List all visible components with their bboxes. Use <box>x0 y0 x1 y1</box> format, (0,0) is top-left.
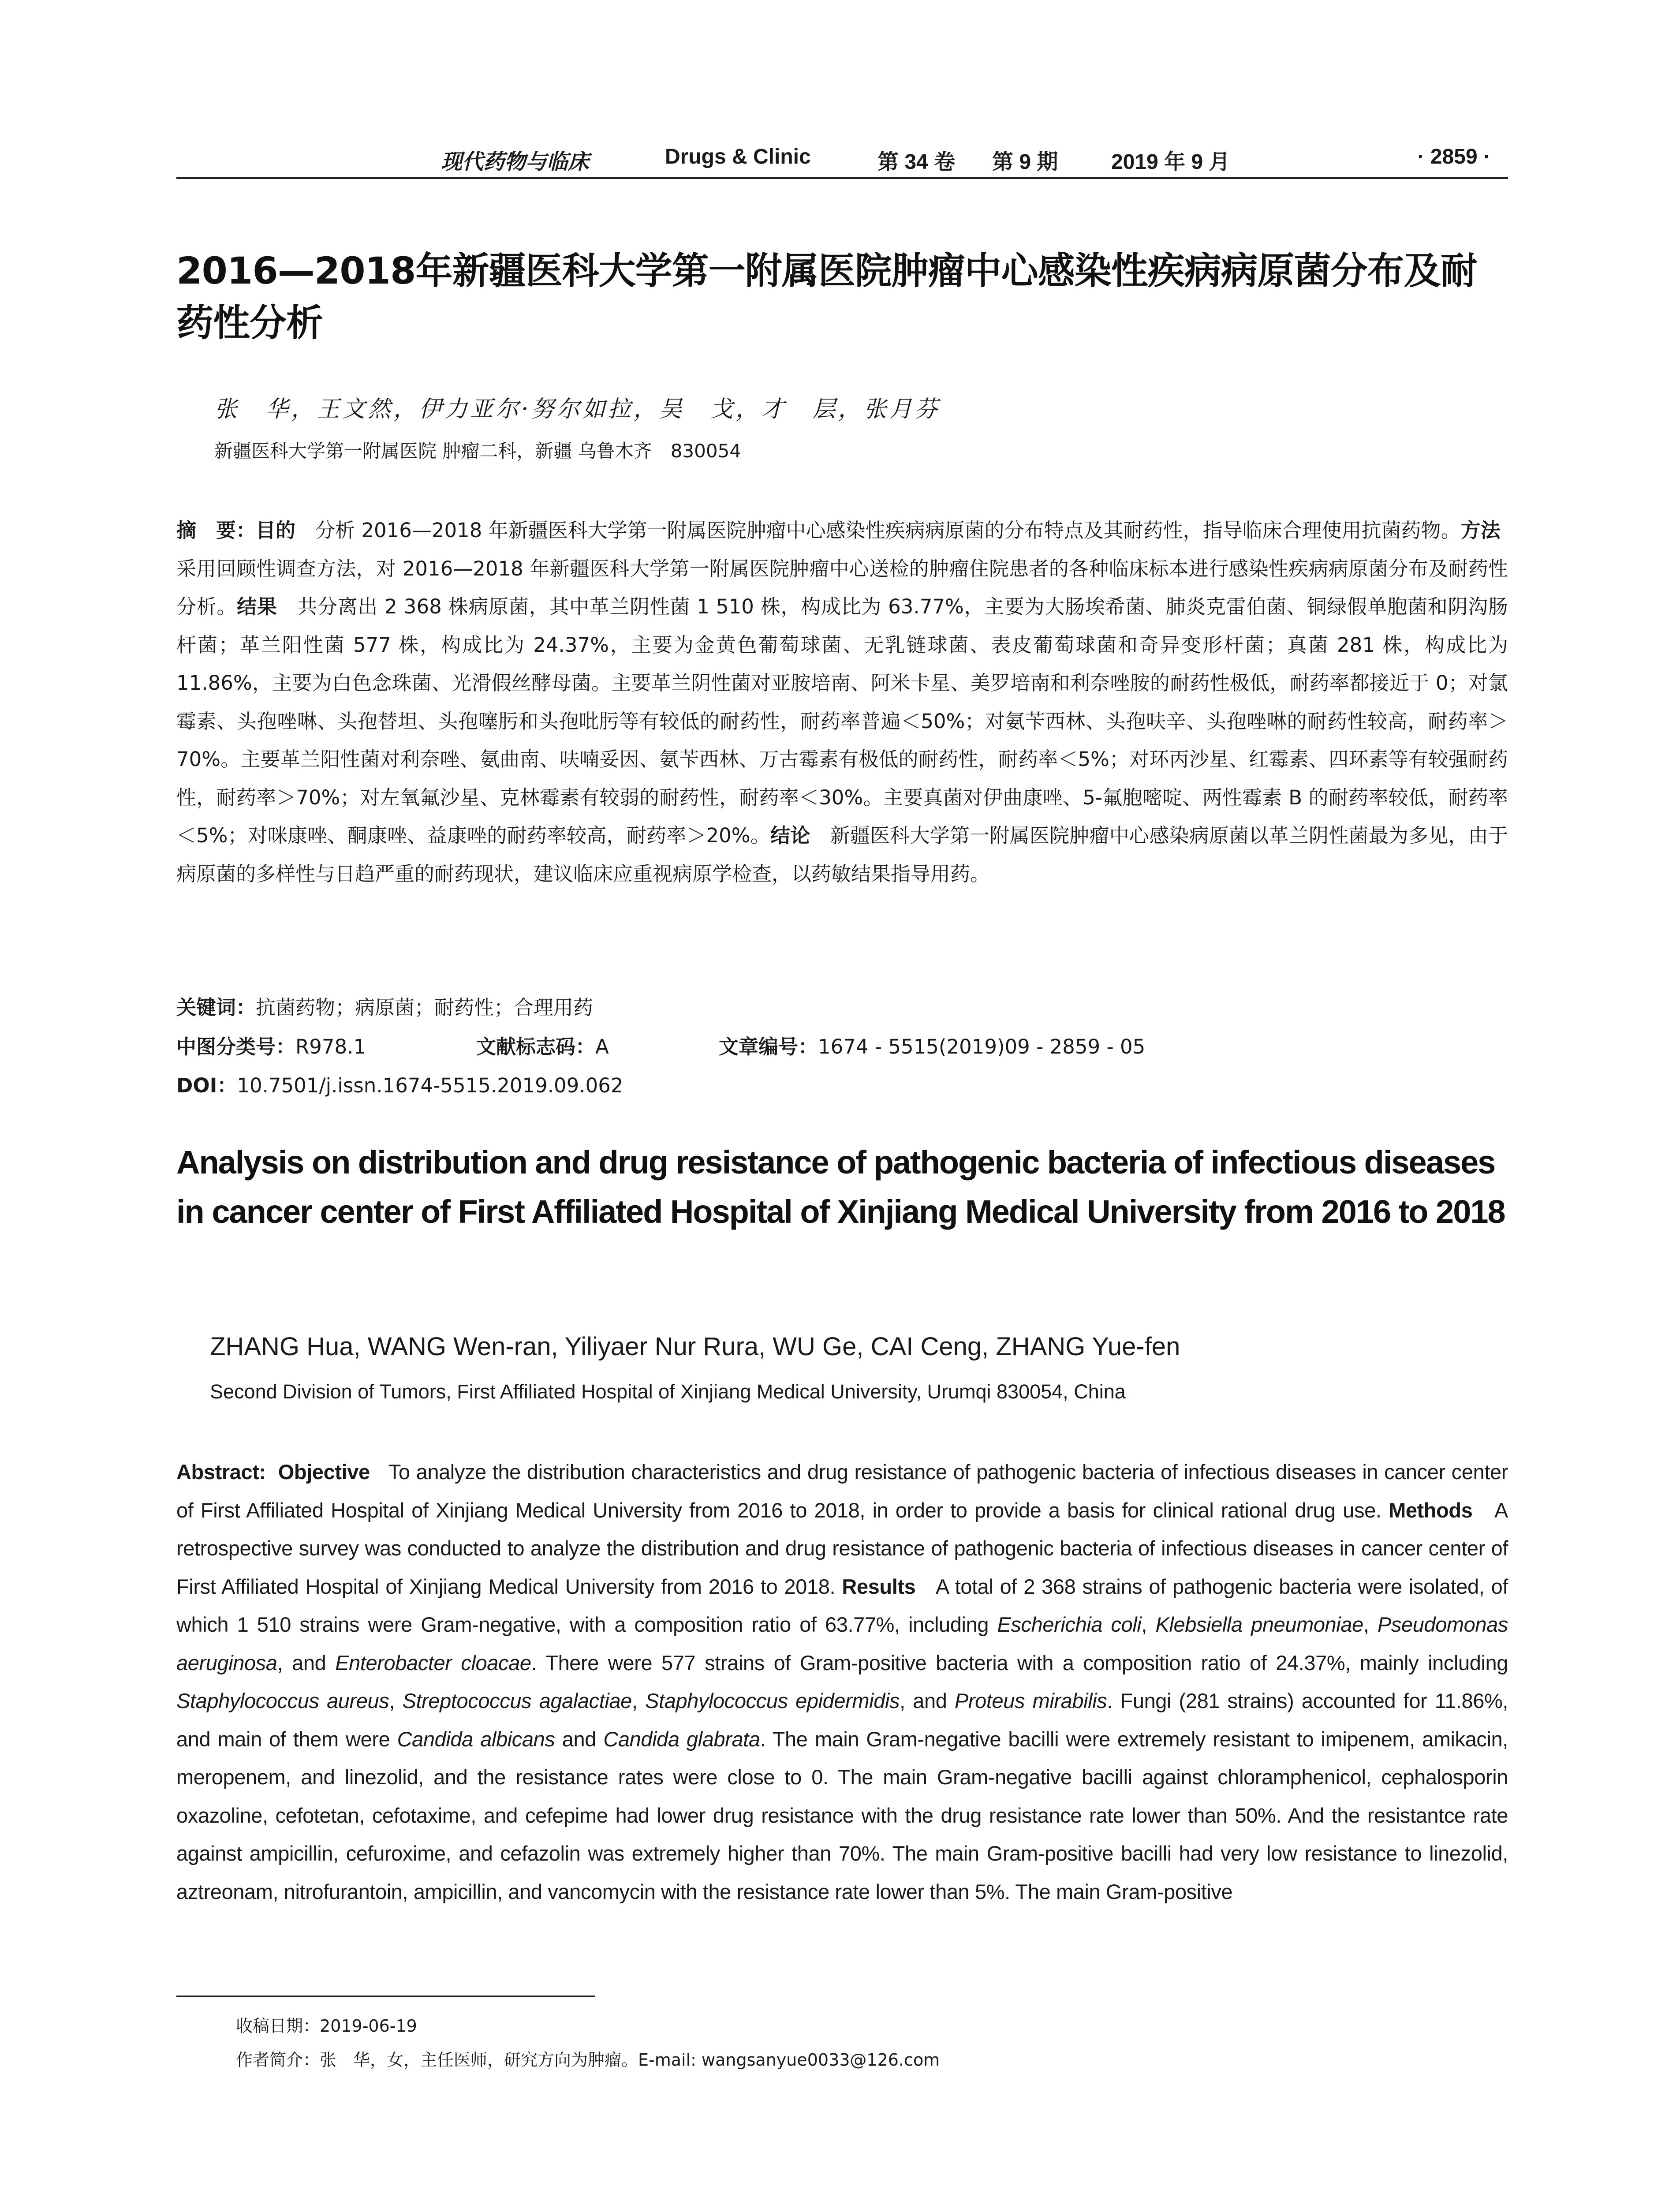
objective-text-en: To analyze the distribution characteristics and drug resistance of pathogenic bacteria of infectious diseases in cancer center of First Affiliated Hospital of Xinjiang Medical University from 2016 to 2018, in order to provide a basis for clinical rational drug use. <box>176 1460 1508 1522</box>
authors-en: ZHANG Hua, WANG Wen-ran, Yiliyaer Nur Rura, WU Ge, CAI Ceng, ZHANG Yue-fen <box>210 1332 1180 1361</box>
article-no-group <box>719 1031 1145 1059</box>
results-label-cn: 结果 <box>237 595 277 618</box>
clc-value: R978.1 <box>295 1035 366 1058</box>
objective-label-cn: 目的 <box>256 519 296 542</box>
publication-date: 2019 年 9 月 <box>1111 150 1230 174</box>
journal-name-cn: 现代药物与临床 <box>441 149 590 174</box>
volume: 第 34 卷 <box>877 150 956 174</box>
methods-label-cn: 方法 <box>1460 519 1501 542</box>
abstract-en: Abstract: Objective To analyze the distribution characteristics and drug resistance of pathogenic bacteria of infectious diseases in cancer center of First Affiliated Hospital of Xinjiang Medical University from 2016 to 2018, in order to provide a basis for clinical rational drug use. Methods A retrospective survey was conducted to analyze the distribution and drug resistance of pathogenic bacteria of infectious diseases in cancer center of First Affiliated Hospital of Xinjiang Medical University from 2016 to 2018. Results A total of 2 368 strains of pathogenic bacteria were isolated, of which 1 510 strains were Gram-negative, with a composition ratio of 63.77%, including Escherichia coli, Klebsiella pneumoniae, Pseudomonas aeruginosa, and Enterobacter cloacae. There were 577 strains of Gram-positive bacteria with a composition ratio of 24.37%, mainly including Staphylococcus aureus, Streptococcus agalactiae, Staphylococcus epidermidis, and Proteus mirabilis. Fungi (281 strains) accounted for 11.86%, and main of them were Candida albicans and Candida glabrata. The main Gram-negative bacilli were extremely resistant to imipenem, amikacin, meropenem, and linezolid, and the resistance rates were close to 0. The main Gram-negative bacilli against chloramphenicol, cephalosporin oxazoline, cefotetan, cefotaxime, and cefepime had lower drug resistance with the drug resistance rate lower than 50%. And the resistantce rate against ampicillin, cefuroxime, and cefazolin was extremely higher than 70%. The main Gram-positive bacilli had very low resistance to linezolid, aztreonam, nitrofurantoin, ampicillin, and vancomycin with the resistance rate lower than 5%. The main Gram-positive <box>176 1460 1508 1903</box>
keywords-label: 关键词： <box>176 996 256 1019</box>
author-bio: 张 华，女，主任医师，研究方向为肿瘤。E-mail: wangsanyue0033@126.com <box>320 2050 940 2070</box>
abstract-label-cn: 摘 要： <box>176 519 256 542</box>
results-text-en-3: . Fungi (281 strains) accounted for 11.86%, and main of them were <box>176 1689 1508 1751</box>
author-bio-label: 作者简介： <box>236 2050 320 2070</box>
species-sepidermidis: Staphylococcus epidermidis <box>645 1689 900 1712</box>
species-ecloacae: Enterobacter cloacae <box>335 1651 531 1674</box>
article-no-value: 1674 - 5515(2019)09 - 2859 - 05 <box>818 1035 1146 1058</box>
conclusion-label-cn: 结论 <box>770 824 810 847</box>
journal-name-en: Drugs & Clinic <box>665 145 811 168</box>
affiliation-cn: 新疆医科大学第一附属医院 肿瘤二科，新疆 乌鲁木齐 830054 <box>214 440 742 462</box>
title-cn: 2016—2018年新疆医科大学第一附属医院肿瘤中心感染性疾病病原菌分布及耐药性分析 <box>176 249 1477 344</box>
methods-label-en: Methods <box>1389 1498 1473 1522</box>
issue: 第 9 期 <box>992 150 1058 174</box>
authors-cn: 张 华，王文然，伊力亚尔·努尔如拉，吴 戈，才 层，张月芬 <box>214 396 941 422</box>
objective-text-cn: 分析 2016—2018 年新疆医科大学第一附属医院肿瘤中心感染性疾病病原菌的分布特点及其耐药性，指导临床合理使用抗菌药物。 <box>295 519 1461 542</box>
conclusion-text-cn: 新疆医科大学第一附属医院肿瘤中心感染病原菌以革兰阴性菌最为多见，由于病原菌的多样性与日趋严重的耐药现状，建议临床应重视病原学检查，以药敏结果指导用药。 <box>176 824 1508 886</box>
results-text-cn: 共分离出 2 368 株病原菌，其中革兰阴性菌 1 510 株，构成比为 63.77%，主要为大肠埃希菌、肺炎克雷伯菌、铜绿假单胞菌和阴沟肠杆菌；革兰阳性菌 577 株，构成比为 24.37%，主要为金黄色葡萄球菌、无乳链球菌、表皮葡萄球菌和奇异变形杆菌；真菌 281 株，构成比为 11.86%，主要为白色念珠菌、光滑假丝酵母菌。主要革兰阴性菌对亚胺培南、阿米卡星、美罗培南和利奈唑胺的耐药性极低，耐药率都接近于 0；对氯霉素、头孢唑啉、头孢替坦、头孢噻肟和头孢吡肟等有较低的耐药性，耐药率普遍＜50%；对氨苄西林、头孢呋辛、头孢唑啉的耐药性较高，耐药率＞70%。主要革兰阳性菌对利奈唑、氨曲南、呋喃妥因、氨苄西林、万古霉素有极低的耐药性，耐药率＜5%；对环丙沙星、红霉素、四环素等有较强耐药性，耐药率＞70%；对左氧氟沙星、克林霉素有较弱的耐药性，耐药率＜30%。主要真菌对伊曲康唑、5-氟胞嘧啶、两性霉素 B 的耐药率较低，耐药率＜5%；对咪康唑、酮康唑、益康唑的耐药率较高，耐药率＞20%。 <box>176 595 1508 847</box>
species-saureus: Staphylococcus aureus <box>176 1689 389 1712</box>
article-no-label: 文章编号： <box>719 1035 818 1058</box>
doc-code-label: 文献标志码： <box>476 1035 596 1058</box>
running-header <box>176 138 1508 179</box>
species-paeruginosa: Pseudomonas aeruginosa <box>176 1613 1508 1674</box>
footnote-author <box>236 2046 1471 2070</box>
clc-label: 中图分类号： <box>176 1035 296 1058</box>
doi-label: DOI： <box>176 1074 237 1097</box>
abstract-label-en: Abstract: <box>176 1460 266 1484</box>
species-pmirabilis: Proteus mirabilis <box>954 1689 1107 1712</box>
received-date: 2019-06-19 <box>320 2016 417 2036</box>
keywords-group <box>176 991 593 1020</box>
keywords-value: 抗菌药物；病原菌；耐药性；合理用药 <box>256 996 594 1019</box>
species-cglabrata: Candida glabrata <box>603 1727 760 1751</box>
results-text-en-1: A total of 2 368 strains of pathogenic bacteria were isolated, of which 1 510 strains were Gram-negative, with a composition ratio of 63.77%, including <box>176 1574 1508 1636</box>
species-sagalactiae: Streptococcus agalactiae <box>402 1689 632 1712</box>
doi-value[interactable]: 10.7501/j.issn.1674-5515.2019.09.062 <box>237 1074 623 1097</box>
clc-group <box>176 1031 366 1059</box>
results-label-en: Results <box>842 1574 916 1598</box>
doi-group <box>176 1069 623 1098</box>
species-ecoli: Escherichia coli <box>997 1613 1142 1636</box>
results-text-en-4: . The main Gram-negative bacilli were extremely resistant to imipenem, amikacin, meropenem, and linezolid, and the resistance rates were close to 0. The main Gram-negative bacilli against chloramphenicol, cephalosporin oxazoline, cefotetan, cefotaxime, and cefepime had lower drug resistance with the drug resistance rate lower than 50%. And the resistantce rate against ampicillin, cefuroxime, and cefazolin was extremely higher than 70%. The main Gram-positive bacilli had very low resistance to linezolid, aztreonam, nitrofurantoin, ampicillin, and vancomycin with the resistance rate lower than 5%. The main Gram-positive <box>176 1727 1508 1903</box>
footnote-received <box>236 2012 1471 2037</box>
abstract-cn <box>176 512 1520 893</box>
methods-text-cn: 采用回顾性调查方法，对 2016—2018 年新疆医科大学第一附属医院肿瘤中心送检的肿瘤住院患者的各种临床标本进行感染性疾病病原菌分布及耐药性分析。 <box>176 519 1520 618</box>
methods-text-en: A retrospective survey was conducted to analyze the distribution and drug resistance of pathogenic bacteria of infectious diseases in cancer center of First Affiliated Hospital of Xinjiang Medical University from 2016 to 2018. <box>176 1498 1508 1598</box>
species-calbicans: Candida albicans <box>397 1727 555 1751</box>
objective-label-en: Objective <box>278 1460 370 1484</box>
results-text-en-2: . There were 577 strains of Gram-positive bacteria with a composition ratio of 24.37%, mainly including <box>531 1651 1508 1674</box>
species-kpneumoniae: Klebsiella pneumoniae <box>1155 1613 1363 1636</box>
doc-code-group <box>476 1031 609 1059</box>
affiliation-en: Second Division of Tumors, First Affiliated Hospital of Xinjiang Medical University, Urumqi 830054, China <box>210 1380 1126 1403</box>
title-en: Analysis on distribution and drug resistance of pathogenic bacteria of infectious diseases in cancer center of First Affiliated Hospital of Xinjiang Medical University from 2016 to 2018 <box>176 1144 1505 1230</box>
doc-code-value: A <box>595 1035 609 1058</box>
page-number: · 2859 · <box>1417 145 1490 168</box>
footnote-divider <box>176 1996 595 1997</box>
received-label: 收稿日期： <box>236 2016 320 2036</box>
